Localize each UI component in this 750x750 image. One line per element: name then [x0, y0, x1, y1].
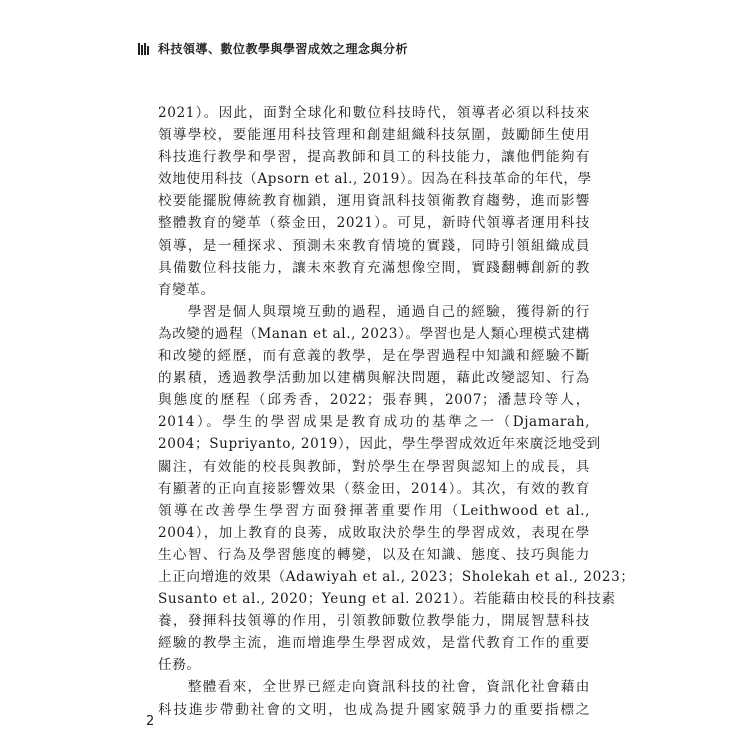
- header-title: 科技領導、數位教學與學習成效之理念與分析: [158, 42, 409, 56]
- text-line: 整體教育的變革（蔡金田，2021）。可見，新時代領導者運用科技: [158, 215, 590, 232]
- text-line: 2004；Supriyanto, 2019），因此，學生學習成效近年來廣泛地受到: [158, 436, 601, 453]
- text-line: Susanto et al., 2020；Yeung et al. 2021）。若能藉由校長的科技素: [158, 591, 616, 608]
- text-line: 養，發揮科技領導的作用，引領教師數位教學能力，開展智慧科技: [158, 613, 590, 630]
- text-line: 科技進步帶動社會的文明，也成為提升國家競爭力的重要指標之: [158, 701, 590, 718]
- text-line: 2021）。因此，面對全球化和數位科技時代，領導者必須以科技來: [158, 105, 590, 121]
- body-text: [158, 102, 635, 721]
- text-line: 具備數位科技能力，讓未來教育充滿想像空間，實踐翻轉創新的教: [158, 259, 590, 276]
- text-line: 學習是個人與環境互動的過程，通過自己的經驗，獲得新的行: [158, 303, 590, 320]
- text-line: 領導在改善學生學習方面發揮著重要作用（Leithwood et al.,: [158, 502, 590, 519]
- text-line: 任務。: [158, 657, 201, 674]
- text-line: 的累積，透過教學活動加以建構與解決問題，藉此改變認知、行為: [158, 370, 590, 387]
- text-line: 領導，是一種探求、預測未來教育情境的實踐，同時引領組織成員: [158, 237, 590, 254]
- book-stack-icon: [138, 43, 152, 55]
- text-line: 科技進行教學和學習，提高教師和員工的科技能力，讓他們能夠有: [158, 149, 590, 166]
- running-header: [138, 40, 408, 57]
- text-line: 經驗的教學主流，進而增進學生學習成效，是當代教育工作的重要: [158, 635, 590, 652]
- text-line: 有顯著的正向直接影響效果（蔡金田，2014）。其次，有效的教育: [158, 480, 590, 497]
- text-line: 整體看來，全世界已經走向資訊科技的社會，資訊化社會藉由: [158, 679, 590, 696]
- text-line: 領導學校，要能運用科技管理和創建組織科技氛圍，鼓勵師生使用: [158, 127, 590, 144]
- text-line: 生心智、行為及學習態度的轉變，以及在知識、態度、技巧與能力: [158, 546, 590, 563]
- text-line: 和改變的經歷，而有意義的教學，是在學習過程中知識和經驗不斷: [158, 348, 590, 365]
- page-number: 2: [146, 714, 155, 729]
- text-line: 上正向增進的效果（Adawiyah et al., 2023；Sholekah et al., 2023；: [158, 568, 635, 585]
- text-line: 與態度的歷程（邱秀香，2022；張春興，2007；潘慧玲等人，: [158, 392, 590, 409]
- text-line: 為改變的過程（Manan et al., 2023）。學習也是人類心理模式建構: [158, 325, 590, 342]
- text-line: 校要能擺脫傳統教育枷鎖，運用資訊科技領衛教育趨勢，進而影響: [158, 193, 590, 210]
- text-line: 2004），加上教育的良莠，成敗取決於學生的學習成效，表現在學: [158, 524, 590, 541]
- text-line: 2014）。學生的學習成果是教育成功的基準之一（Djamarah,: [158, 414, 590, 431]
- text-line: 效地使用科技（Apsorn et al., 2019）。因為在科技革命的年代，學: [158, 171, 592, 188]
- text-line: 育變革。: [158, 281, 215, 298]
- text-line: 關注，有效能的校長與教師，對於學生在學習與認知上的成長，具: [158, 458, 590, 475]
